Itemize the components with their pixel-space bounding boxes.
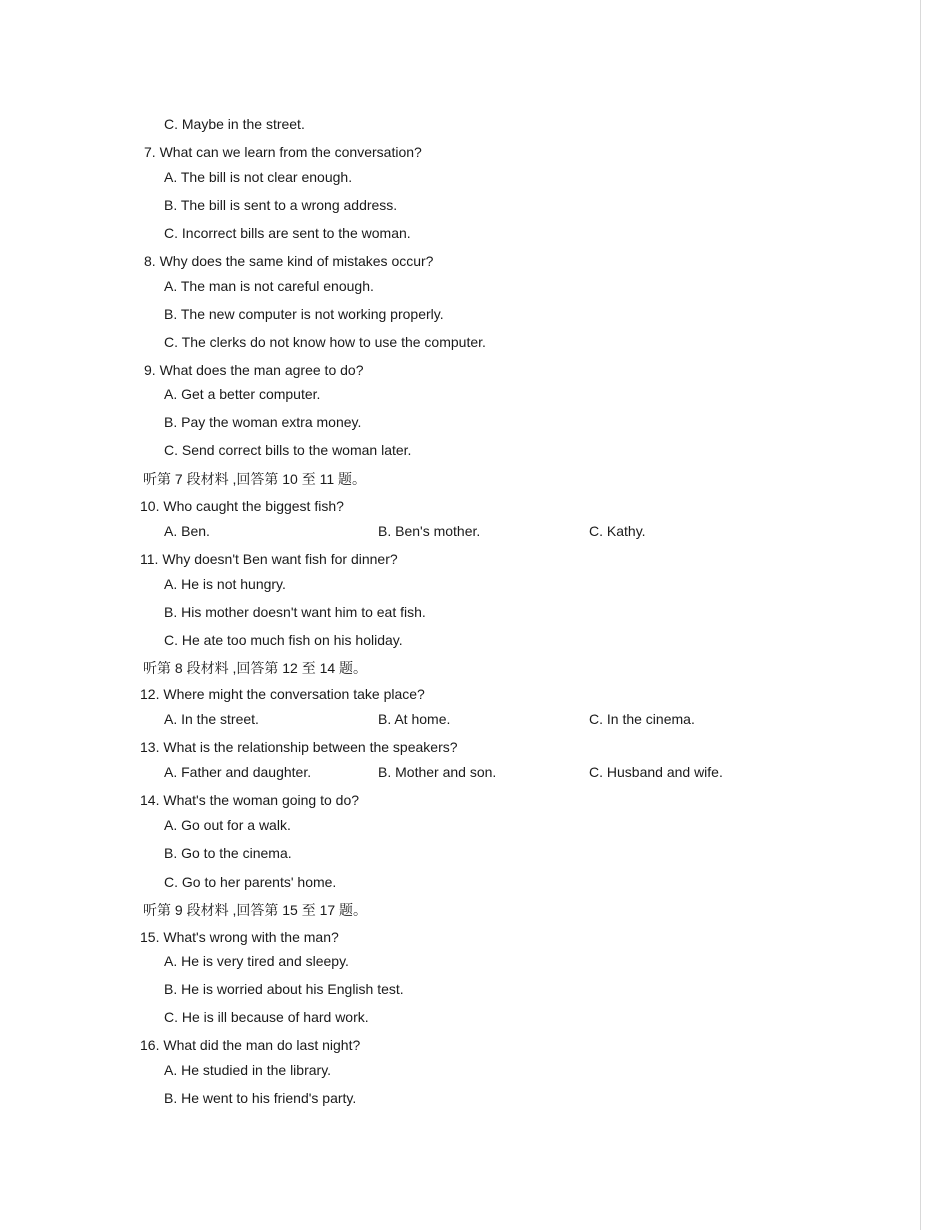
question-7: 7. What can we learn from the conversation? bbox=[144, 144, 422, 160]
option-15b: B. He is worried about his English test. bbox=[164, 981, 404, 997]
question-11: 11. Why doesn't Ben want fish for dinner? bbox=[140, 551, 398, 567]
option-13b: B. Mother and son. bbox=[378, 764, 497, 780]
question-13: 13. What is the relationship between the speakers? bbox=[140, 739, 458, 755]
option-14c: C. Go to her parents' home. bbox=[164, 874, 337, 890]
option-10a: A. Ben. bbox=[164, 523, 210, 539]
option-11b: B. His mother doesn't want him to eat fish. bbox=[164, 604, 426, 620]
option-8a: A. The man is not careful enough. bbox=[164, 278, 374, 294]
section-header-7: 听第 7 段材料 ,回答第 10 至 11 题。 bbox=[143, 471, 367, 487]
option-7b: B. The bill is sent to a wrong address. bbox=[164, 197, 398, 213]
question-8: 8. Why does the same kind of mistakes occur? bbox=[144, 253, 434, 269]
option-12a: A. In the street. bbox=[164, 711, 259, 727]
question-12: 12. Where might the conversation take place? bbox=[140, 686, 425, 702]
option-10b: B. Ben's mother. bbox=[378, 523, 481, 539]
option-14a: A. Go out for a walk. bbox=[164, 817, 291, 833]
option-13a: A. Father and daughter. bbox=[164, 764, 312, 780]
option-15c: C. He is ill because of hard work. bbox=[164, 1009, 369, 1025]
option-11c: C. He ate too much fish on his holiday. bbox=[164, 632, 403, 648]
option-16a: A. He studied in the library. bbox=[164, 1062, 332, 1078]
section-header-8: 听第 8 段材料 ,回答第 12 至 14 题。 bbox=[143, 660, 368, 676]
question-15: 15. What's wrong with the man? bbox=[140, 929, 339, 945]
option-12c: C. In the cinema. bbox=[589, 711, 695, 727]
option-13c: C. Husband and wife. bbox=[589, 764, 723, 780]
option-6c: C. Maybe in the street. bbox=[164, 116, 305, 132]
question-16: 16. What did the man do last night? bbox=[140, 1037, 361, 1053]
option-8c: C. The clerks do not know how to use the computer. bbox=[164, 334, 486, 350]
option-7a: A. The bill is not clear enough. bbox=[164, 169, 353, 185]
option-16b: B. He went to his friend's party. bbox=[164, 1090, 357, 1106]
option-11a: A. He is not hungry. bbox=[164, 576, 286, 592]
option-9b: B. Pay the woman extra money. bbox=[164, 414, 362, 430]
option-14b: B. Go to the cinema. bbox=[164, 845, 292, 861]
option-8b: B. The new computer is not working properly. bbox=[164, 306, 444, 322]
section-header-9: 听第 9 段材料 ,回答第 15 至 17 题。 bbox=[143, 902, 368, 918]
option-7c: C. Incorrect bills are sent to the woman. bbox=[164, 225, 411, 241]
option-12b: B. At home. bbox=[378, 711, 451, 727]
question-9: 9. What does the man agree to do? bbox=[144, 362, 364, 378]
option-9a: A. Get a better computer. bbox=[164, 386, 321, 402]
option-15a: A. He is very tired and sleepy. bbox=[164, 953, 349, 969]
option-10c: C. Kathy. bbox=[589, 523, 646, 539]
option-9c: C. Send correct bills to the woman later. bbox=[164, 442, 412, 458]
question-10: 10. Who caught the biggest fish? bbox=[140, 498, 344, 514]
page-edge-divider bbox=[920, 0, 921, 1230]
question-14: 14. What's the woman going to do? bbox=[140, 792, 360, 808]
